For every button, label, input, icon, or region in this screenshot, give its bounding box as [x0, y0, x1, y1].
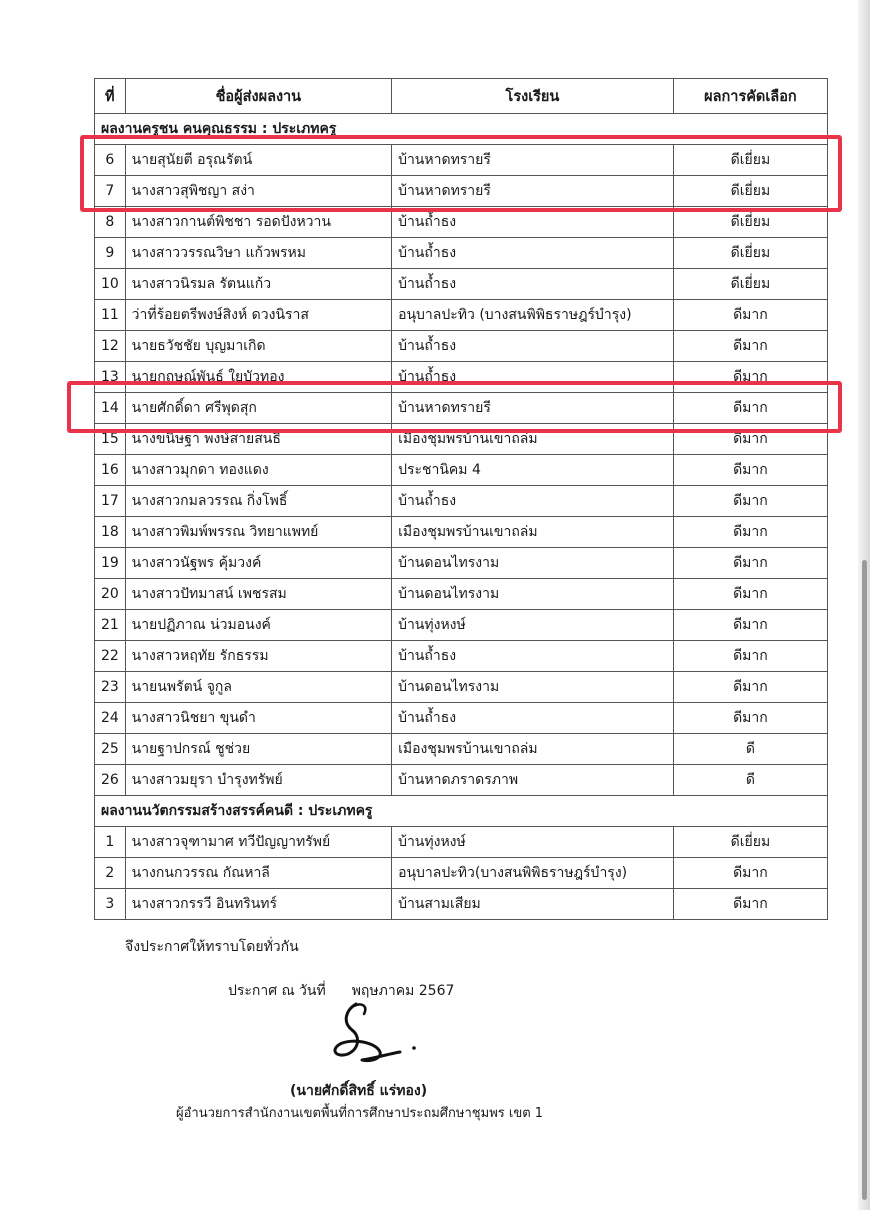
cell-name: นายกฤษณ์พันธ์ ใยบัวทอง [125, 362, 391, 393]
cell-result: ดีมาก [673, 362, 827, 393]
cell-result: ดีมาก [673, 858, 827, 889]
cell-school: อนุบาลปะทิว(บางสนพิพิธราษฎร์บำรุง) [392, 858, 674, 889]
cell-name: นางสาวกมลวรรณ กิ่งโพธิ์ [125, 486, 391, 517]
cell-name: นายฐาปกรณ์ ชูช่วย [125, 734, 391, 765]
table-row [95, 734, 828, 765]
cell-result: ดี [673, 765, 827, 796]
table-row [95, 672, 828, 703]
cell-no: 6 [95, 145, 126, 176]
cell-result: ดีเยี่ยม [673, 207, 827, 238]
cell-no: 25 [95, 734, 126, 765]
cell-no: 11 [95, 300, 126, 331]
cell-no: 2 [95, 858, 126, 889]
table-row [95, 331, 828, 362]
cell-no: 15 [95, 424, 126, 455]
cell-school: บ้านถ้ำธง [392, 238, 674, 269]
table-row [95, 703, 828, 734]
cell-no: 24 [95, 703, 126, 734]
table-row [95, 765, 828, 796]
cell-name: นางสาวมยุรา บำรุงทรัพย์ [125, 765, 391, 796]
cell-no: 12 [95, 331, 126, 362]
cell-name: นางกนกวรรณ กัณหาลี [125, 858, 391, 889]
cell-name: นางสาวกรรวี อินทรินทร์ [125, 889, 391, 920]
cell-school: เมืองชุมพรบ้านเขาถล่ม [392, 734, 674, 765]
section-title: ผลงานครูชน คนคุณธรรม : ประเภทครู [95, 114, 828, 145]
table-row [95, 300, 828, 331]
table-row [95, 269, 828, 300]
cell-name: นางสาวจุฑามาศ ทวีปัญญาทรัพย์ [125, 827, 391, 858]
cell-name: นายสุนัยตี อรุณรัตน์ [125, 145, 391, 176]
cell-school: บ้านถ้ำธง [392, 486, 674, 517]
cell-no: 1 [95, 827, 126, 858]
cell-school: บ้านหาดภราดรภาพ [392, 765, 674, 796]
header-school: โรงเรียน [392, 79, 674, 114]
cell-no: 9 [95, 238, 126, 269]
table-row [95, 858, 828, 889]
cell-no: 26 [95, 765, 126, 796]
cell-school: บ้านทุ่งหงษ์ [392, 827, 674, 858]
cell-no: 21 [95, 610, 126, 641]
cell-name: นางสาวมุกดา ทองแดง [125, 455, 391, 486]
cell-result: ดีมาก [673, 486, 827, 517]
cell-school: บ้านถ้ำธง [392, 641, 674, 672]
table-row [95, 827, 828, 858]
cell-school: บ้านหาดทรายรี [392, 393, 674, 424]
cell-no: 18 [95, 517, 126, 548]
cell-no: 23 [95, 672, 126, 703]
scrollbar-thumb[interactable] [862, 560, 867, 1200]
cell-school: บ้านหาดทรายรี [392, 145, 674, 176]
cell-school: บ้านหาดทรายรี [392, 176, 674, 207]
cell-name: ว่าที่ร้อยตรีพงษ์สิงห์ ดวงนิราส [125, 300, 391, 331]
table-row [95, 486, 828, 517]
cell-school: บ้านดอนไทรงาม [392, 672, 674, 703]
cell-school: บ้านถ้ำธง [392, 207, 674, 238]
table-row [95, 548, 828, 579]
table-row [95, 641, 828, 672]
cell-school: บ้านทุ่งหงษ์ [392, 610, 674, 641]
highlight-box-row-14 [67, 381, 842, 433]
cell-name: นายปฏิภาณ น่วมอนงค์ [125, 610, 391, 641]
cell-result: ดีมาก [673, 579, 827, 610]
date-prefix: ประกาศ ณ วันที่ [228, 983, 326, 999]
cell-name: นายศักดิ์ดา ศรีพุดสุก [125, 393, 391, 424]
cell-school: บ้านถ้ำธง [392, 362, 674, 393]
cell-result: ดี [673, 734, 827, 765]
header-no: ที่ [95, 79, 126, 114]
signature-image [316, 996, 426, 1076]
cell-name: นางสาวหฤทัย รักธรรม [125, 641, 391, 672]
cell-name: นายนพรัตน์ จูกูล [125, 672, 391, 703]
cell-name: นางสาวสุพิชญา สง่า [125, 176, 391, 207]
cell-school: บ้านดอนไทรงาม [392, 579, 674, 610]
cell-name: นางสาวปัทมาสน์ เพชรสม [125, 579, 391, 610]
table-body [95, 114, 828, 920]
cell-result: ดีเยี่ยม [673, 176, 827, 207]
header-name: ชื่อผู้ส่งผลงาน [125, 79, 391, 114]
highlight-box-rows-6-7 [80, 135, 842, 212]
cell-school: บ้านถ้ำธง [392, 703, 674, 734]
header-result: ผลการคัดเลือก [673, 79, 827, 114]
cell-school: ประชานิคม 4 [392, 455, 674, 486]
cell-result: ดีมาก [673, 455, 827, 486]
cell-result: ดีเยี่ยม [673, 145, 827, 176]
cell-school: บ้านถ้ำธง [392, 331, 674, 362]
table-row [95, 455, 828, 486]
cell-school: อนุบาลปะทิว (บางสนพิพิธราษฎร์บำรุง) [392, 300, 674, 331]
cell-result: ดีมาก [673, 300, 827, 331]
table-row [95, 610, 828, 641]
cell-name: นางสาวนิชยา ขุนดำ [125, 703, 391, 734]
announcement-text: จึงประกาศให้ทราบโดยทั่วกัน [125, 939, 299, 955]
table-row [95, 579, 828, 610]
cell-result: ดีมาก [673, 672, 827, 703]
date-month-year: พฤษภาคม 2567 [351, 983, 455, 999]
cell-name: นางสาวนิรมล รัตนแก้ว [125, 269, 391, 300]
cell-name: นายธวัชชัย บุญมาเกิด [125, 331, 391, 362]
cell-result: ดีมาก [673, 424, 827, 455]
cell-no: 13 [95, 362, 126, 393]
cell-no: 16 [95, 455, 126, 486]
cell-no: 8 [95, 207, 126, 238]
cell-name: นางสาวพิมพ์พรรณ วิทยาแพทย์ [125, 517, 391, 548]
cell-school: บ้านถ้ำธง [392, 269, 674, 300]
cell-result: ดีมาก [673, 393, 827, 424]
signer-title: ผู้อำนวยการสำนักงานเขตพื้นที่การศึกษาประถมศึกษาชุมพร เขต 1 [176, 1106, 544, 1121]
cell-no: 20 [95, 579, 126, 610]
cell-school: บ้านสามเสียม [392, 889, 674, 920]
cell-no: 10 [95, 269, 126, 300]
cell-no: 14 [95, 393, 126, 424]
cell-no: 17 [95, 486, 126, 517]
cell-result: ดีเยี่ยม [673, 269, 827, 300]
cell-result: ดีมาก [673, 517, 827, 548]
cell-result: ดีมาก [673, 331, 827, 362]
cell-name: นางสาวกานต์พิชชา รอดปังหวาน [125, 207, 391, 238]
cell-name: นางขนิษฐา พงษ์สายสนธิ [125, 424, 391, 455]
cell-result: ดีเยี่ยม [673, 827, 827, 858]
cell-result: ดีมาก [673, 610, 827, 641]
cell-name: นางสาวนัฐพร คุ้มวงค์ [125, 548, 391, 579]
cell-no: 7 [95, 176, 126, 207]
table-row [95, 889, 828, 920]
cell-name: นางสาววรรณวิษา แก้วพรหม [125, 238, 391, 269]
section-title: ผลงานนวัตกรรมสร้างสรรค์คนดี : ประเภทครู [95, 796, 828, 827]
table-row [95, 517, 828, 548]
cell-result: ดีมาก [673, 703, 827, 734]
cell-result: ดีมาก [673, 548, 827, 579]
table-row [95, 238, 828, 269]
section-row [95, 796, 828, 827]
cell-school: เมืองชุมพรบ้านเขาถล่ม [392, 424, 674, 455]
cell-school: บ้านดอนไทรงาม [392, 548, 674, 579]
cell-result: ดีมาก [673, 889, 827, 920]
cell-result: ดีเยี่ยม [673, 238, 827, 269]
cell-result: ดีมาก [673, 641, 827, 672]
cell-no: 3 [95, 889, 126, 920]
cell-school: เมืองชุมพรบ้านเขาถล่ม [392, 517, 674, 548]
cell-no: 19 [95, 548, 126, 579]
table-header-row [95, 79, 828, 114]
signer-name: (นายศักดิ์สิทธิ์ แร่ทอง) [290, 1083, 428, 1099]
cell-no: 22 [95, 641, 126, 672]
